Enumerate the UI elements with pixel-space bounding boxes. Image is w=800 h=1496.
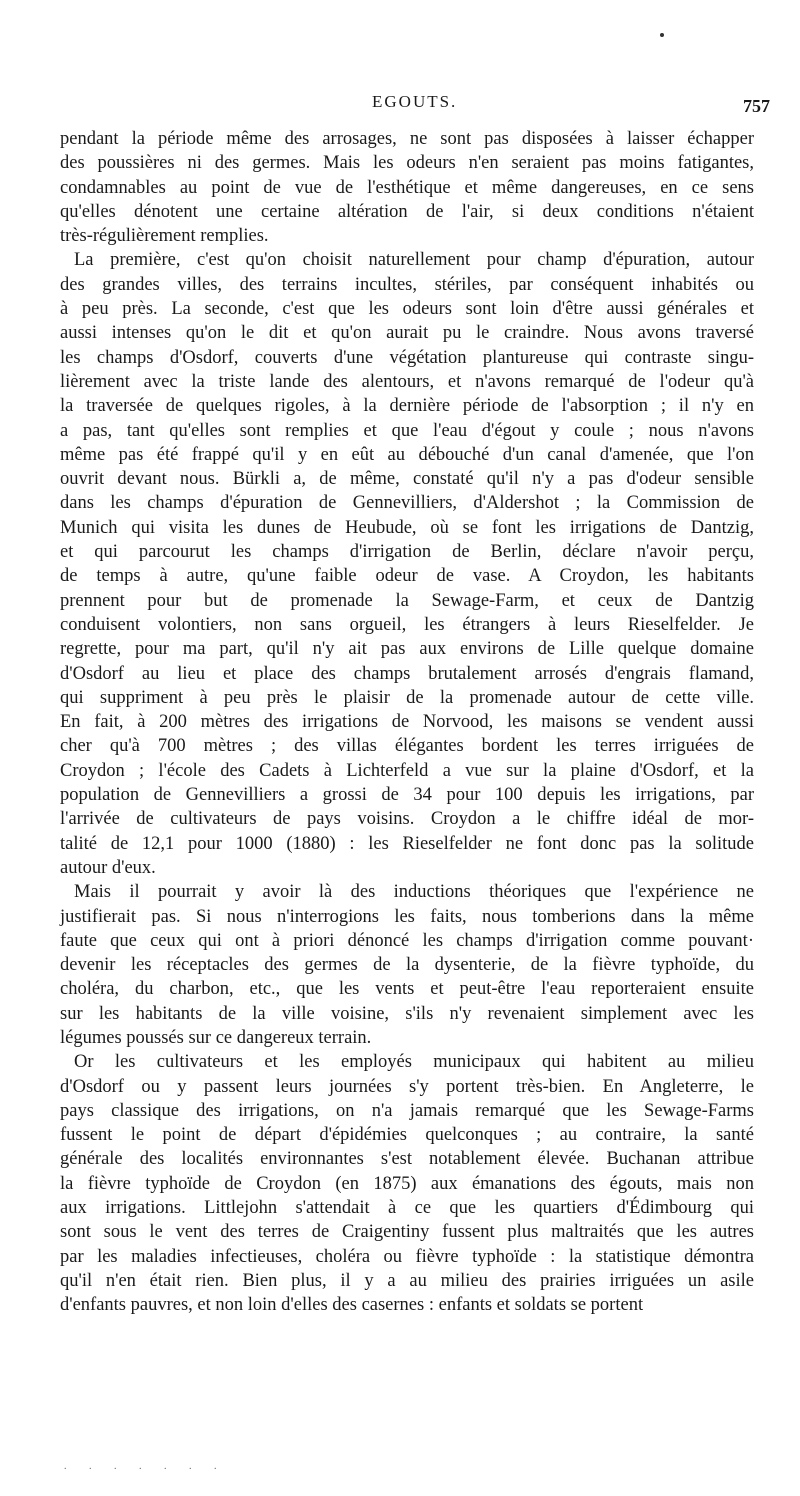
ink-speck <box>660 33 664 37</box>
text-line: même pas été frappé qu'il y en eût au débouché d'un canal d'amenée, que l'on <box>60 444 754 465</box>
text-line: conduisent volontiers, non sans orgueil, les étrangers à leurs Rieselfelder. Je <box>60 614 754 635</box>
text-line: de temps à autre, qu'une faible odeur de vase. A Croydon, les habitants <box>60 566 754 587</box>
text-line: à peu près. La seconde, c'est que les odeurs sont loin d'être aussi générales et <box>60 299 754 320</box>
text-line: Croydon ; l'école des Cadets à Lichterfeld a vue sur la plaine d'Osdorf, et la <box>60 760 754 781</box>
chapter-title: EGOUTS. <box>372 92 458 111</box>
page-number: 757 <box>743 96 770 116</box>
text-line: très-régulièrement remplies. <box>60 226 269 247</box>
text-line: des grandes villes, des terrains incultes, stériles, par conséquent inhabités ou <box>60 274 754 295</box>
paragraph <box>60 127 754 248</box>
text-line: qu'il n'en était rien. Bien plus, il y a au milieu des prairies irriguées un asile <box>60 1270 754 1291</box>
text-line: talité de 12,1 pour 1000 (1880) : les Rieselfelder ne font donc pas la solitude <box>60 833 754 854</box>
paragraph <box>60 248 754 880</box>
text-line: fussent le point de départ d'épidémies quelconques ; au contraire, la santé <box>60 1125 754 1146</box>
running-header <box>60 92 770 122</box>
text-line: Or les cultivateurs et les employés municipaux qui habitent au milieu <box>74 1052 754 1073</box>
body-text <box>60 127 754 1318</box>
text-line: légumes poussés sur ce dangereux terrain. <box>60 1027 372 1048</box>
text-line: devenir les réceptacles des germes de la dysenterie, de la fièvre typhoïde, du <box>60 955 754 976</box>
text-line: choléra, du charbon, etc., que les vents et peut-être l'eau reporteraient ensuite <box>60 979 754 1000</box>
text-line: aussi intenses qu'on le dit et qu'on aurait pu le craindre. Nous avons traversé <box>60 323 754 344</box>
text-line: d'enfants pauvres, et non loin d'elles des casernes : enfants et soldats se portent <box>60 1295 644 1316</box>
text-line: aux irrigations. Littlejohn s'attendait à ce que les quartiers d'Édimbourg qui <box>60 1198 754 1219</box>
text-line: d'Osdorf au lieu et place des champs brutalement arrosés d'engrais flamand, <box>60 663 754 684</box>
text-line: prennent pour but de promenade la Sewage-Farm, et ceux de Dantzig <box>60 590 754 611</box>
text-line: population de Gennevilliers a grossi de 34 pour 100 depuis les irrigations, par <box>60 785 754 806</box>
text-line: et qui parcourut les champs d'irrigation de Berlin, déclare n'avoir perçu, <box>60 542 754 563</box>
text-line: a pas, tant qu'elles sont remplies et que l'eau d'égout y coule ; nous n'avons <box>60 420 754 441</box>
text-line: autour d'eux. <box>60 857 156 878</box>
text-line: pays classique des irrigations, on n'a jamais remarqué que les Sewage-Farms <box>60 1100 754 1121</box>
text-line: dans les champs d'épuration de Gennevilliers, d'Aldershot ; la Commission de <box>60 493 754 514</box>
footer-marks: . . . . . . . <box>64 1461 227 1472</box>
text-line: l'arrivée de cultivateurs de pays voisins. Croydon a le chiffre idéal de mor- <box>60 809 754 830</box>
paragraph <box>60 880 754 1050</box>
text-line: cher qu'à 700 mètres ; des villas élégantes bordent les terres irriguées de <box>60 736 754 757</box>
text-line: regrette, pour ma part, qu'il n'y ait pas aux environs de Lille quelque domaine <box>60 639 754 660</box>
text-line: la traversée de quelques rigoles, à la dernière période de l'absorption ; il n'y en <box>60 396 754 417</box>
text-line: ouvrit devant nous. Bürkli a, de même, constaté qu'il n'y a pas d'odeur sensible <box>60 469 754 490</box>
text-line: La première, c'est qu'on choisit naturellement pour champ d'épuration, autour <box>74 250 754 271</box>
text-line: justifierait pas. Si nous n'interrogions les faits, nous tomberions dans la même <box>60 906 754 927</box>
text-line: lièrement avec la triste lande des alentours, et n'avons remarqué de l'odeur qu'à <box>60 371 754 392</box>
text-line: sur les habitants de la ville voisine, s'ils n'y revenaient simplement avec les <box>60 1003 754 1024</box>
text-line: la fièvre typhoïde de Croydon (en 1875) aux émanations des égouts, mais non <box>60 1173 754 1194</box>
paragraph <box>60 1050 754 1317</box>
text-line: les champs d'Osdorf, couverts d'une végétation plantureuse qui contraste singu- <box>60 347 754 368</box>
text-line: condamnables au point de vue de l'esthétique et même dangereuses, en ce sens <box>60 177 754 198</box>
text-line: Munich qui visita les dunes de Heubude, où se font les irrigations de Dantzig, <box>60 517 754 538</box>
text-line: pendant la période même des arrosages, ne sont pas disposées à laisser échapper <box>60 129 754 149</box>
text-line: sont sous le vent des terres de Craigentiny fussent plus maltraités que les autres <box>60 1222 754 1243</box>
text-line: En fait, à 200 mètres des irrigations de Norvood, les maisons se vendent aussi <box>60 712 754 733</box>
text-line: Mais il pourrait y avoir là des inductions théoriques que l'expérience ne <box>74 882 754 903</box>
text-line: d'Osdorf ou y passent leurs journées s'y portent très-bien. En Angleterre, le <box>60 1076 754 1097</box>
text-line: par les maladies infectieuses, choléra ou fièvre typhoïde : la statistique démontra <box>60 1246 754 1267</box>
text-line: faute que ceux qui ont à priori dénoncé les champs d'irrigation comme pouvant· <box>60 930 754 951</box>
text-line: qu'elles dénotent une certaine altération de l'air, si deux conditions n'étaient <box>60 201 754 222</box>
text-line: générale des localités environnantes s'est notablement élevée. Buchanan attribue <box>60 1149 754 1170</box>
text-line: qui suppriment à peu près le plaisir de la promenade autour de cette ville. <box>60 687 754 708</box>
text-line: des poussières ni des germes. Mais les odeurs n'en seraient pas moins fatigantes, <box>60 153 754 174</box>
